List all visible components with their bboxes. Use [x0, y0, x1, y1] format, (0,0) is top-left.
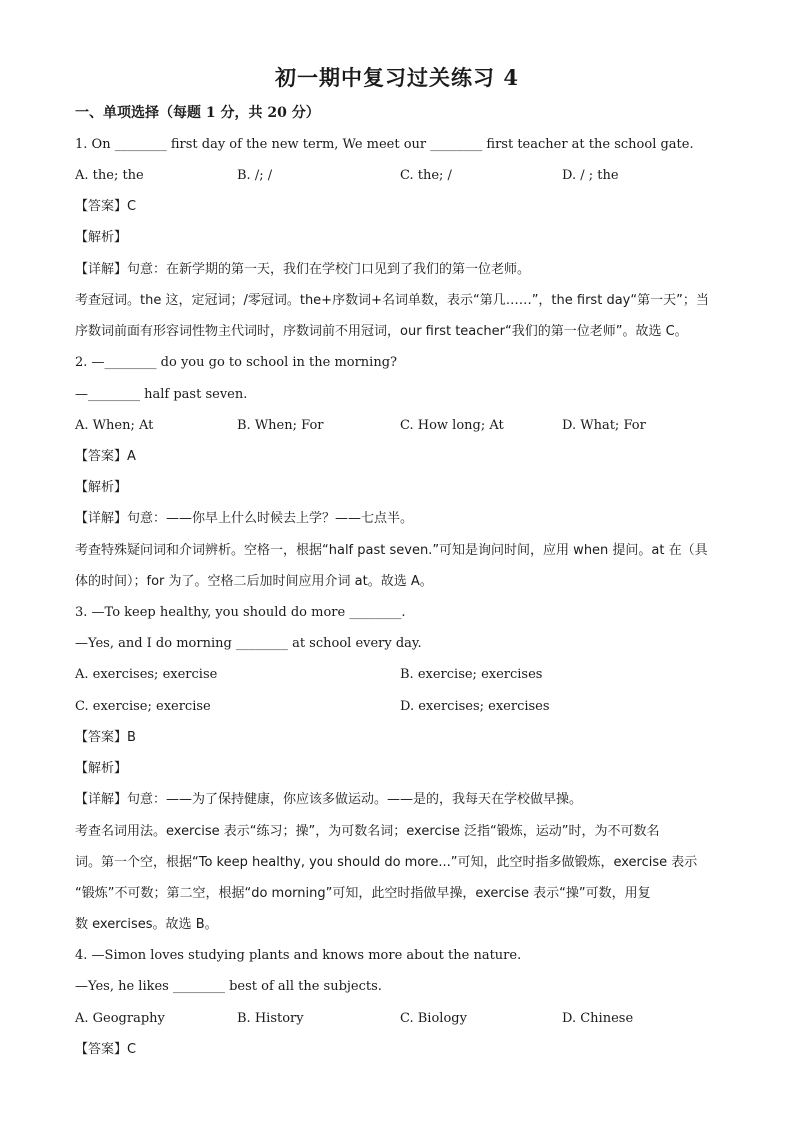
option-a: A. When; At — [75, 418, 154, 433]
detail-line: 考查名词用法。exercise 表示“练习；操”，为可数名词；exercise 泛指“锻炼，运动”时，为不可数名 — [75, 824, 660, 839]
detail-line: “锻炼”不可数；第二空，根据“do morning”可知，此空时指做早操，exercise 表示“操”可数，用复 — [75, 886, 651, 901]
answer-label: 【答案】 — [75, 449, 128, 464]
question-3-text: —Yes, and I do morning ________ at school every day. — [75, 636, 422, 651]
detail-text: 句意：在新学期的第一天，我们在学校门口见到了我们的第一位老师。 — [127, 262, 531, 277]
option-d: D. / ; the — [562, 168, 619, 183]
analysis-label: 【解析】 — [75, 761, 128, 776]
question-4-text: 4. —Simon loves studying plants and knows more about the nature. — [75, 948, 522, 963]
answer-line — [75, 448, 136, 466]
question-2-text: 2. —________ do you go to school in the morning? — [75, 355, 398, 370]
option-c: C. exercise; exercise — [75, 699, 211, 714]
question-4-text: —Yes, he likes ________ best of all the subjects. — [75, 979, 382, 994]
question-3-text: 3. —To keep healthy, you should do more ________. — [75, 605, 406, 620]
option-a: A. Geography — [75, 1011, 165, 1026]
answer-line — [75, 729, 136, 747]
analysis-label: 【解析】 — [75, 480, 128, 495]
answer-value: A — [127, 449, 136, 464]
detail-line: 词。第一个空，根据“To keep healthy, you should do more...”可知，此空时指多做锻炼，exercise 表示 — [75, 855, 698, 870]
option-a: A. the; the — [75, 168, 144, 183]
detail-label: 【详解】 — [75, 511, 128, 526]
answer-label: 【答案】 — [75, 730, 128, 745]
detail-text: 句意：——为了保持健康，你应该多做运动。——是的，我每天在学校做早操。 — [127, 792, 583, 807]
question-3-options-row1 — [75, 666, 725, 684]
section-heading: 一、单项选择（每题 1 分，共 20 分） — [75, 105, 320, 121]
detail-label: 【详解】 — [75, 792, 128, 807]
detail-line: 体的时间）；for 为了。空格二后加时间应用介词 at。故选 A。 — [75, 574, 433, 589]
detail-line — [75, 510, 413, 528]
detail-line — [75, 791, 582, 809]
detail-line: 数 exercises。故选 B。 — [75, 917, 218, 932]
question-3-options-row2 — [75, 698, 725, 716]
answer-value: C — [127, 1042, 137, 1057]
option-b: B. History — [237, 1011, 304, 1026]
option-d: D. Chinese — [562, 1011, 634, 1026]
question-1-options — [75, 167, 725, 185]
detail-line: 序数词前面有形容词性物主代词时，序数词前不用冠词，our first teacher“我们的第一位老师”。故选 C。 — [75, 324, 688, 339]
question-2-options — [75, 417, 725, 435]
detail-text: 句意：——你早上什么时候去上学？——七点半。 — [127, 511, 414, 526]
option-a: A. exercises; exercise — [75, 667, 218, 682]
option-c: C. the; / — [400, 168, 452, 183]
answer-line — [75, 198, 136, 216]
detail-line: 考查冠词。the 这，定冠词；/零冠词。the+序数词+名词单数，表示“第几……”，the first day“第一天”；当 — [75, 293, 709, 308]
answer-value: B — [127, 730, 136, 745]
answer-value: C — [127, 199, 137, 214]
detail-line — [75, 261, 530, 279]
option-c: C. Biology — [400, 1011, 467, 1026]
analysis-label: 【解析】 — [75, 230, 128, 245]
option-c: C. How long; At — [400, 418, 504, 433]
option-b: B. When; For — [237, 418, 324, 433]
option-b: B. exercise; exercises — [400, 667, 543, 682]
option-d: D. What; For — [562, 418, 646, 433]
option-d: D. exercises; exercises — [400, 699, 550, 714]
option-b: B. /; / — [237, 168, 273, 183]
detail-line: 考查特殊疑问词和介词辨析。空格一，根据“half past seven.”可知是询问时间，应用 when 提问。at 在（具 — [75, 543, 708, 558]
question-2-text: —________ half past seven. — [75, 387, 248, 402]
answer-label: 【答案】 — [75, 1042, 128, 1057]
page-title: 初一期中复习过关练习 4 — [275, 65, 519, 90]
answer-line — [75, 1041, 136, 1059]
answer-label: 【答案】 — [75, 199, 128, 214]
question-4-options — [75, 1010, 725, 1028]
detail-label: 【详解】 — [75, 262, 128, 277]
question-1-text: 1. On ________ first day of the new term, We meet our ________ first teacher at the school gate. — [75, 137, 694, 152]
